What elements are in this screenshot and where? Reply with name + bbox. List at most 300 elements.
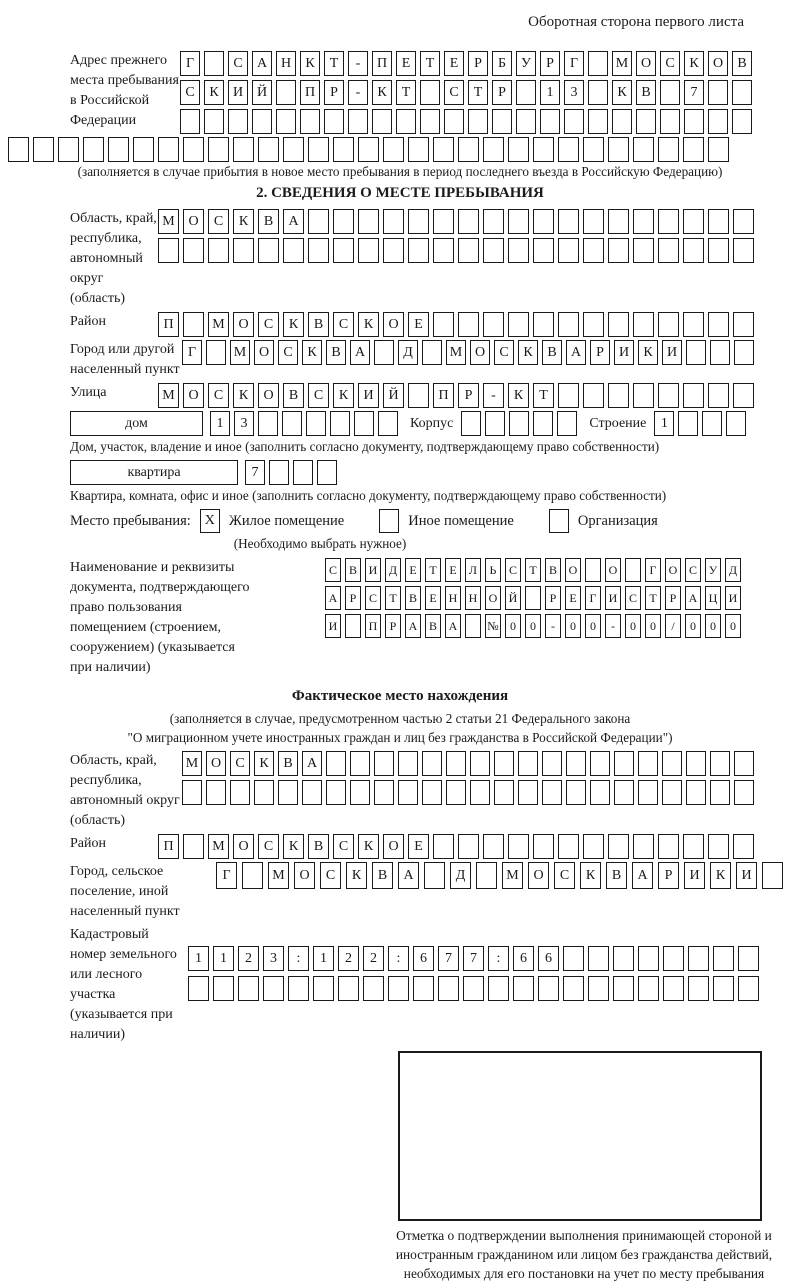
char-cell[interactable] (663, 946, 684, 971)
char-cell[interactable]: В (606, 862, 627, 889)
char-cell[interactable]: - (483, 383, 504, 408)
char-cell[interactable]: О (605, 558, 621, 582)
char-cell[interactable] (308, 238, 329, 263)
char-cell[interactable] (733, 834, 754, 859)
document-line-1[interactable] (325, 558, 741, 582)
char-cell[interactable] (408, 383, 429, 408)
char-cell[interactable] (446, 780, 466, 805)
char-cell[interactable] (508, 137, 529, 162)
actual-region-line-1[interactable] (182, 751, 754, 776)
char-cell[interactable]: О (565, 558, 581, 582)
char-cell[interactable] (508, 834, 529, 859)
char-cell[interactable] (588, 109, 608, 134)
char-cell[interactable]: И (365, 558, 381, 582)
char-cell[interactable] (558, 834, 579, 859)
char-cell[interactable] (518, 751, 538, 776)
char-cell[interactable] (300, 109, 320, 134)
char-cell[interactable]: 0 (505, 614, 521, 638)
char-cell[interactable] (483, 209, 504, 234)
char-cell[interactable]: С (505, 558, 521, 582)
char-cell[interactable] (333, 209, 354, 234)
char-cell[interactable] (308, 137, 329, 162)
char-cell[interactable]: О (665, 558, 681, 582)
char-cell[interactable] (282, 411, 302, 436)
actual-city-line[interactable] (216, 862, 783, 889)
char-cell[interactable] (422, 340, 442, 365)
char-cell[interactable]: П (365, 614, 381, 638)
char-cell[interactable] (433, 137, 454, 162)
char-cell[interactable] (734, 340, 754, 365)
char-cell[interactable]: Г (585, 586, 601, 610)
char-cell[interactable]: К (254, 751, 274, 776)
char-cell[interactable] (518, 780, 538, 805)
checkbox-other-premises[interactable] (379, 509, 399, 533)
char-cell[interactable] (350, 780, 370, 805)
char-cell[interactable]: С (685, 558, 701, 582)
char-cell[interactable]: С (625, 586, 641, 610)
char-cell[interactable] (188, 976, 209, 1001)
char-cell[interactable]: О (485, 586, 501, 610)
char-cell[interactable]: П (300, 80, 320, 105)
char-cell[interactable] (358, 137, 379, 162)
char-cell[interactable] (283, 137, 304, 162)
char-cell[interactable]: Д (398, 340, 418, 365)
char-cell[interactable]: М (158, 383, 179, 408)
actual-district-line[interactable] (158, 834, 754, 859)
char-cell[interactable] (542, 751, 562, 776)
char-cell[interactable]: О (470, 340, 490, 365)
char-cell[interactable]: 6 (413, 946, 434, 971)
char-cell[interactable]: К (358, 834, 379, 859)
char-cell[interactable] (590, 780, 610, 805)
char-cell[interactable] (566, 780, 586, 805)
char-cell[interactable] (633, 312, 654, 337)
char-cell[interactable] (762, 862, 783, 889)
char-cell[interactable] (612, 109, 632, 134)
char-cell[interactable] (558, 209, 579, 234)
apartment-number-cells[interactable] (245, 460, 337, 485)
char-cell[interactable] (338, 976, 359, 1001)
char-cell[interactable]: М (230, 340, 250, 365)
char-cell[interactable] (516, 109, 536, 134)
char-cell[interactable]: Р (385, 614, 401, 638)
char-cell[interactable]: 6 (513, 946, 534, 971)
char-cell[interactable]: 1 (213, 946, 234, 971)
char-cell[interactable] (608, 238, 629, 263)
char-cell[interactable]: 3 (234, 411, 254, 436)
actual-region-line-2[interactable] (182, 780, 754, 805)
char-cell[interactable] (252, 109, 272, 134)
char-cell[interactable]: / (665, 614, 681, 638)
char-cell[interactable]: 7 (463, 946, 484, 971)
char-cell[interactable] (585, 558, 601, 582)
char-cell[interactable] (182, 780, 202, 805)
char-cell[interactable]: К (508, 383, 529, 408)
char-cell[interactable] (458, 312, 479, 337)
char-cell[interactable] (683, 834, 704, 859)
char-cell[interactable]: К (346, 862, 367, 889)
char-cell[interactable] (258, 238, 279, 263)
char-cell[interactable] (633, 137, 654, 162)
char-cell[interactable]: О (383, 834, 404, 859)
char-cell[interactable] (398, 751, 418, 776)
char-cell[interactable] (708, 209, 729, 234)
char-cell[interactable]: В (425, 614, 441, 638)
char-cell[interactable] (533, 312, 554, 337)
char-cell[interactable]: С (228, 51, 248, 76)
apartment-type-box[interactable]: квартира (70, 460, 238, 485)
char-cell[interactable] (408, 209, 429, 234)
char-cell[interactable] (288, 976, 309, 1001)
char-cell[interactable] (658, 209, 679, 234)
char-cell[interactable] (228, 109, 248, 134)
char-cell[interactable]: М (208, 312, 229, 337)
char-cell[interactable] (206, 780, 226, 805)
char-cell[interactable] (588, 976, 609, 1001)
char-cell[interactable] (283, 238, 304, 263)
char-cell[interactable]: П (158, 312, 179, 337)
char-cell[interactable] (233, 238, 254, 263)
char-cell[interactable] (608, 137, 629, 162)
char-cell[interactable]: 7 (684, 80, 704, 105)
char-cell[interactable]: Е (396, 51, 416, 76)
char-cell[interactable]: В (345, 558, 361, 582)
char-cell[interactable]: В (258, 209, 279, 234)
char-cell[interactable]: Р (468, 51, 488, 76)
char-cell[interactable]: : (388, 946, 409, 971)
region-line-1[interactable] (158, 209, 754, 234)
region-line-2[interactable] (158, 238, 754, 263)
char-cell[interactable]: Т (525, 558, 541, 582)
char-cell[interactable]: А (445, 614, 461, 638)
char-cell[interactable]: Г (564, 51, 584, 76)
char-cell[interactable]: И (325, 614, 341, 638)
char-cell[interactable] (317, 460, 337, 485)
char-cell[interactable]: Р (458, 383, 479, 408)
char-cell[interactable]: Н (445, 586, 461, 610)
char-cell[interactable] (732, 80, 752, 105)
char-cell[interactable] (660, 109, 680, 134)
char-cell[interactable]: 0 (645, 614, 661, 638)
char-cell[interactable]: 0 (525, 614, 541, 638)
char-cell[interactable] (708, 80, 728, 105)
char-cell[interactable] (533, 238, 554, 263)
char-cell[interactable]: 2 (238, 946, 259, 971)
char-cell[interactable]: 2 (363, 946, 384, 971)
char-cell[interactable] (348, 109, 368, 134)
char-cell[interactable] (708, 238, 729, 263)
char-cell[interactable] (658, 312, 679, 337)
char-cell[interactable] (485, 411, 505, 436)
char-cell[interactable]: О (528, 862, 549, 889)
char-cell[interactable] (688, 946, 709, 971)
char-cell[interactable] (258, 137, 279, 162)
char-cell[interactable] (438, 976, 459, 1001)
char-cell[interactable] (254, 780, 274, 805)
char-cell[interactable]: Г (216, 862, 237, 889)
house-type-box[interactable]: дом (70, 411, 203, 436)
char-cell[interactable]: Р (658, 862, 679, 889)
char-cell[interactable]: К (612, 80, 632, 105)
char-cell[interactable]: Р (540, 51, 560, 76)
char-cell[interactable]: Р (545, 586, 561, 610)
char-cell[interactable] (638, 976, 659, 1001)
char-cell[interactable] (433, 834, 454, 859)
char-cell[interactable] (483, 312, 504, 337)
char-cell[interactable] (293, 460, 313, 485)
char-cell[interactable] (276, 109, 296, 134)
char-cell[interactable]: - (545, 614, 561, 638)
char-cell[interactable]: : (488, 946, 509, 971)
char-cell[interactable]: 7 (438, 946, 459, 971)
char-cell[interactable] (533, 411, 553, 436)
char-cell[interactable] (708, 312, 729, 337)
char-cell[interactable] (433, 238, 454, 263)
char-cell[interactable]: А (252, 51, 272, 76)
char-cell[interactable]: 6 (538, 946, 559, 971)
char-cell[interactable]: К (638, 340, 658, 365)
char-cell[interactable] (613, 946, 634, 971)
char-cell[interactable]: М (446, 340, 466, 365)
char-cell[interactable]: К (358, 312, 379, 337)
char-cell[interactable] (633, 209, 654, 234)
char-cell[interactable] (533, 209, 554, 234)
char-cell[interactable]: К (302, 340, 322, 365)
char-cell[interactable]: Т (425, 558, 441, 582)
char-cell[interactable] (558, 238, 579, 263)
char-cell[interactable] (614, 780, 634, 805)
char-cell[interactable]: - (348, 80, 368, 105)
char-cell[interactable] (433, 312, 454, 337)
char-cell[interactable] (686, 751, 706, 776)
district-line[interactable] (158, 312, 754, 337)
char-cell[interactable] (408, 238, 429, 263)
char-cell[interactable] (583, 312, 604, 337)
char-cell[interactable]: У (516, 51, 536, 76)
char-cell[interactable] (358, 209, 379, 234)
document-line-2[interactable] (325, 586, 741, 610)
char-cell[interactable] (354, 411, 374, 436)
char-cell[interactable] (608, 383, 629, 408)
document-line-3[interactable] (325, 614, 741, 638)
char-cell[interactable] (468, 109, 488, 134)
char-cell[interactable] (588, 80, 608, 105)
char-cell[interactable] (710, 340, 730, 365)
char-cell[interactable] (613, 976, 634, 1001)
char-cell[interactable]: К (372, 80, 392, 105)
char-cell[interactable]: О (258, 383, 279, 408)
char-cell[interactable]: И (605, 586, 621, 610)
char-cell[interactable] (710, 780, 730, 805)
char-cell[interactable] (588, 51, 608, 76)
char-cell[interactable]: О (183, 383, 204, 408)
char-cell[interactable] (658, 238, 679, 263)
char-cell[interactable] (663, 976, 684, 1001)
char-cell[interactable] (308, 209, 329, 234)
char-cell[interactable] (33, 137, 54, 162)
char-cell[interactable]: 1 (188, 946, 209, 971)
char-cell[interactable] (583, 238, 604, 263)
char-cell[interactable]: Е (408, 834, 429, 859)
char-cell[interactable]: Е (565, 586, 581, 610)
char-cell[interactable]: С (230, 751, 250, 776)
char-cell[interactable] (483, 238, 504, 263)
char-cell[interactable] (608, 209, 629, 234)
char-cell[interactable]: М (158, 209, 179, 234)
char-cell[interactable] (183, 312, 204, 337)
char-cell[interactable] (633, 383, 654, 408)
char-cell[interactable] (638, 751, 658, 776)
char-cell[interactable] (509, 411, 529, 436)
char-cell[interactable] (608, 312, 629, 337)
char-cell[interactable] (208, 137, 229, 162)
char-cell[interactable]: А (325, 586, 341, 610)
char-cell[interactable]: Н (276, 51, 296, 76)
char-cell[interactable] (108, 137, 129, 162)
char-cell[interactable]: П (433, 383, 454, 408)
char-cell[interactable] (734, 751, 754, 776)
char-cell[interactable] (590, 751, 610, 776)
char-cell[interactable]: В (545, 558, 561, 582)
char-cell[interactable]: С (258, 312, 279, 337)
char-cell[interactable] (686, 340, 706, 365)
char-cell[interactable] (625, 558, 641, 582)
char-cell[interactable] (333, 238, 354, 263)
char-cell[interactable] (324, 109, 344, 134)
prev-address-line-3[interactable] (180, 109, 752, 134)
char-cell[interactable] (662, 780, 682, 805)
char-cell[interactable]: К (233, 209, 254, 234)
char-cell[interactable] (683, 238, 704, 263)
char-cell[interactable]: О (708, 51, 728, 76)
char-cell[interactable] (158, 137, 179, 162)
char-cell[interactable] (614, 751, 634, 776)
char-cell[interactable] (458, 137, 479, 162)
char-cell[interactable] (508, 209, 529, 234)
cadastral-line-2[interactable] (188, 976, 759, 1001)
char-cell[interactable] (738, 946, 759, 971)
char-cell[interactable] (374, 780, 394, 805)
char-cell[interactable] (708, 383, 729, 408)
char-cell[interactable]: Д (725, 558, 741, 582)
char-cell[interactable]: О (233, 834, 254, 859)
char-cell[interactable] (276, 80, 296, 105)
char-cell[interactable] (483, 834, 504, 859)
char-cell[interactable] (733, 209, 754, 234)
char-cell[interactable]: 1 (210, 411, 230, 436)
char-cell[interactable]: К (283, 834, 304, 859)
char-cell[interactable] (563, 946, 584, 971)
char-cell[interactable]: У (705, 558, 721, 582)
char-cell[interactable]: 0 (585, 614, 601, 638)
char-cell[interactable]: О (294, 862, 315, 889)
char-cell[interactable] (183, 834, 204, 859)
char-cell[interactable]: С (554, 862, 575, 889)
char-cell[interactable]: 1 (654, 411, 674, 436)
char-cell[interactable]: Д (385, 558, 401, 582)
char-cell[interactable] (398, 780, 418, 805)
char-cell[interactable] (242, 862, 263, 889)
char-cell[interactable] (713, 946, 734, 971)
char-cell[interactable] (662, 751, 682, 776)
char-cell[interactable] (708, 137, 729, 162)
char-cell[interactable] (726, 411, 746, 436)
char-cell[interactable]: О (383, 312, 404, 337)
char-cell[interactable]: С (258, 834, 279, 859)
char-cell[interactable] (733, 383, 754, 408)
prev-address-line-4[interactable] (8, 137, 792, 162)
char-cell[interactable]: С (180, 80, 200, 105)
char-cell[interactable]: Т (385, 586, 401, 610)
char-cell[interactable]: : (288, 946, 309, 971)
char-cell[interactable] (463, 976, 484, 1001)
char-cell[interactable]: Т (468, 80, 488, 105)
char-cell[interactable] (476, 862, 497, 889)
char-cell[interactable]: О (183, 209, 204, 234)
char-cell[interactable]: Р (665, 586, 681, 610)
char-cell[interactable] (683, 312, 704, 337)
char-cell[interactable]: М (208, 834, 229, 859)
char-cell[interactable] (660, 80, 680, 105)
char-cell[interactable]: С (660, 51, 680, 76)
char-cell[interactable] (683, 383, 704, 408)
char-cell[interactable] (733, 312, 754, 337)
char-cell[interactable] (424, 862, 445, 889)
char-cell[interactable]: А (398, 862, 419, 889)
char-cell[interactable] (458, 209, 479, 234)
char-cell[interactable]: Г (180, 51, 200, 76)
char-cell[interactable]: Т (324, 51, 344, 76)
char-cell[interactable] (542, 780, 562, 805)
char-cell[interactable] (678, 411, 698, 436)
char-cell[interactable] (713, 976, 734, 1001)
char-cell[interactable]: И (662, 340, 682, 365)
char-cell[interactable]: О (206, 751, 226, 776)
char-cell[interactable] (583, 209, 604, 234)
char-cell[interactable] (458, 834, 479, 859)
char-cell[interactable] (533, 137, 554, 162)
char-cell[interactable]: К (518, 340, 538, 365)
char-cell[interactable] (326, 751, 346, 776)
char-cell[interactable] (396, 109, 416, 134)
char-cell[interactable] (208, 238, 229, 263)
char-cell[interactable]: С (320, 862, 341, 889)
char-cell[interactable] (558, 137, 579, 162)
char-cell[interactable] (636, 109, 656, 134)
char-cell[interactable] (306, 411, 326, 436)
char-cell[interactable]: В (732, 51, 752, 76)
char-cell[interactable]: Т (533, 383, 554, 408)
char-cell[interactable]: Ь (485, 558, 501, 582)
checkbox-residential[interactable]: X (200, 509, 220, 533)
char-cell[interactable]: К (283, 312, 304, 337)
char-cell[interactable]: В (636, 80, 656, 105)
char-cell[interactable] (470, 780, 490, 805)
char-cell[interactable] (238, 976, 259, 1001)
char-cell[interactable] (422, 780, 442, 805)
char-cell[interactable]: С (333, 312, 354, 337)
char-cell[interactable]: М (502, 862, 523, 889)
char-cell[interactable]: В (308, 312, 329, 337)
char-cell[interactable]: И (358, 383, 379, 408)
char-cell[interactable] (422, 751, 442, 776)
char-cell[interactable]: К (580, 862, 601, 889)
char-cell[interactable] (516, 80, 536, 105)
char-cell[interactable]: М (612, 51, 632, 76)
char-cell[interactable] (540, 109, 560, 134)
char-cell[interactable]: С (278, 340, 298, 365)
char-cell[interactable]: О (636, 51, 656, 76)
